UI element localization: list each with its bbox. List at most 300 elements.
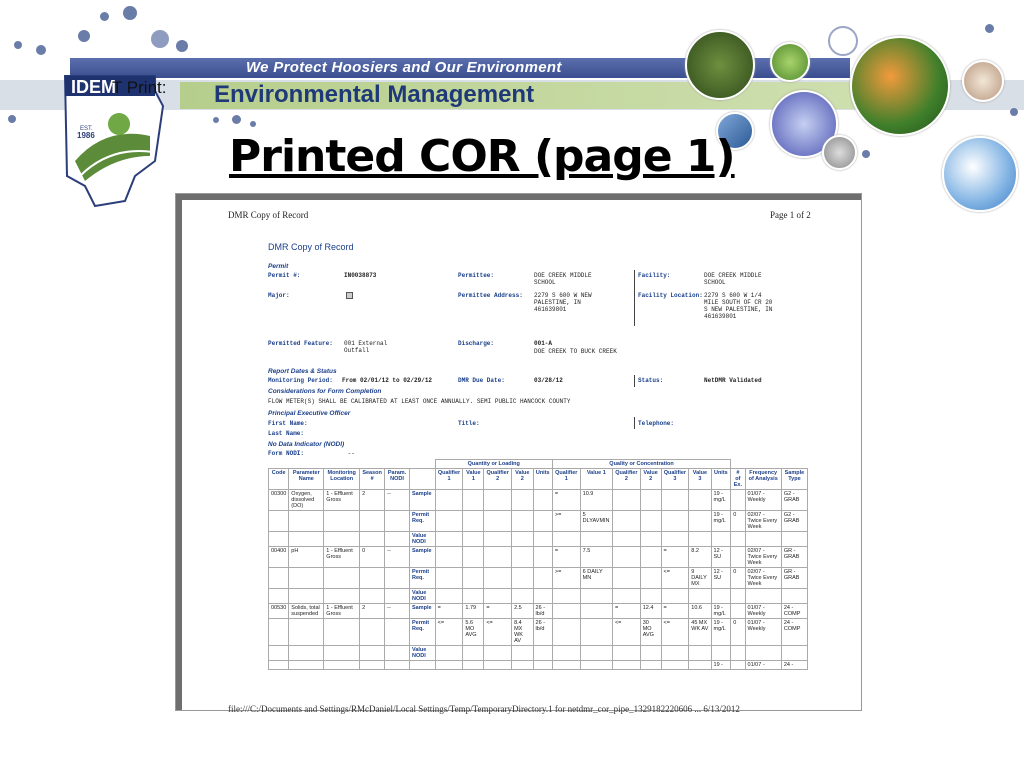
table-cell: [269, 532, 289, 547]
column-header: Frequency of Analysis: [745, 469, 781, 490]
table-cell: 19 - mg/L: [711, 511, 731, 532]
table-cell: [640, 589, 661, 604]
table-cell: [435, 511, 463, 532]
table-cell: [711, 532, 731, 547]
table-row: [269, 646, 808, 661]
table-cell: [289, 661, 324, 670]
table-cell: [289, 511, 324, 532]
table-cell: [689, 532, 711, 547]
table-cell: [731, 604, 745, 619]
table-cell: [484, 661, 512, 670]
table-cell: [360, 532, 385, 547]
table-cell: [324, 511, 360, 532]
dmr-due-label: DMR Due Date:: [458, 377, 505, 384]
table-cell: [289, 532, 324, 547]
table-cell: [269, 568, 289, 589]
table-cell: <=: [612, 619, 640, 646]
table-cell: [781, 589, 807, 604]
table-cell: Solids, total suspended: [289, 604, 324, 619]
table-cell: [661, 490, 689, 511]
table-cell: [640, 661, 661, 670]
table-cell: [463, 547, 484, 568]
table-cell: 8.4 MX WK AV: [512, 619, 533, 646]
table-cell: [324, 568, 360, 589]
table-cell: [360, 661, 385, 670]
table-cell: 0: [731, 568, 745, 589]
discharge-value: DOE CREEK TO BUCK CREEK: [534, 348, 617, 355]
document-top-border: [176, 194, 862, 200]
table-cell: >=: [552, 568, 580, 589]
table-cell: [731, 547, 745, 568]
table-cell: [324, 532, 360, 547]
table-cell: [484, 490, 512, 511]
table-cell: [689, 490, 711, 511]
table-cell: [512, 490, 533, 511]
table-cell: [289, 646, 324, 661]
table-cell: [552, 604, 580, 619]
table-cell: [512, 589, 533, 604]
quantity-group-header: Quantity or Loading: [435, 460, 552, 469]
fern-photo: [685, 30, 755, 100]
table-cell: [385, 532, 410, 547]
table-cell: [463, 511, 484, 532]
column-header: Season #: [360, 469, 385, 490]
table-cell: G2 - GRAB: [781, 490, 807, 511]
document-heading: DMR Copy of Record: [268, 242, 354, 252]
table-cell: 26 - lb/d: [533, 604, 552, 619]
table-cell: [435, 490, 463, 511]
table-cell: Sample: [409, 547, 435, 568]
table-cell: [711, 646, 731, 661]
principal-officer-section-label: Principal Executive Officer: [268, 410, 351, 417]
table-cell: 1 - Effluent Gross: [324, 604, 360, 619]
table-cell: [324, 589, 360, 604]
column-header: Sample Type: [781, 469, 807, 490]
permit-section-label: Permit: [268, 263, 289, 270]
table-cell: 01/07 - Weekly: [745, 490, 781, 511]
table-cell: [612, 490, 640, 511]
table-cell: 5.6 MO AVG: [463, 619, 484, 646]
column-header: Param. NODI: [385, 469, 410, 490]
table-cell: [580, 604, 612, 619]
table-cell: 5 DLYAVMIN: [580, 511, 612, 532]
table-cell: 24 - COMP: [781, 619, 807, 646]
decor-dot: [123, 6, 137, 20]
column-header: Units: [711, 469, 731, 490]
table-row: [269, 532, 808, 547]
table-cell: [385, 646, 410, 661]
table-cell: =: [661, 547, 689, 568]
table-cell: 02/07 - Twice Every Week: [745, 511, 781, 532]
permit-number-label: Permit #:: [268, 272, 301, 279]
table-cell: [580, 532, 612, 547]
table-cell: [689, 511, 711, 532]
table-cell: [640, 490, 661, 511]
table-cell: <=: [484, 619, 512, 646]
table-cell: [435, 532, 463, 547]
table-cell: [640, 511, 661, 532]
decor-dot: [8, 115, 16, 123]
table-cell: 8.2: [689, 547, 711, 568]
table-cell: 12.4: [640, 604, 661, 619]
printed-cor-document: [175, 193, 862, 711]
facility-value: DOE CREEK MIDDLE SCHOOL: [704, 272, 762, 286]
table-cell: [289, 619, 324, 646]
table-cell: [360, 589, 385, 604]
column-header: Value 2: [512, 469, 533, 490]
table-cell: 02/07 - Twice Every Week: [745, 568, 781, 589]
table-cell: <=: [435, 619, 463, 646]
table-cell: 01/07 -: [745, 661, 781, 670]
discharge-code: 001-A: [534, 340, 553, 347]
table-row: [269, 589, 808, 604]
quality-group-header: Quality or Concentration: [552, 460, 730, 469]
table-cell: 2.5: [512, 604, 533, 619]
form-nodi-label: Form NODI:: [268, 450, 305, 457]
nodi-section-label: No Data Indicator (NODI): [268, 441, 345, 448]
table-cell: [385, 619, 410, 646]
handshake-icon: [962, 60, 1004, 102]
table-cell: [533, 532, 552, 547]
column-header: Code: [269, 469, 289, 490]
table-cell: [463, 568, 484, 589]
table-cell: >=: [552, 511, 580, 532]
table-cell: [612, 511, 640, 532]
decor-dot: [78, 30, 90, 42]
column-header: Qualifier 2: [612, 469, 640, 490]
table-cell: [640, 568, 661, 589]
table-row: [269, 619, 808, 646]
table-cell: [269, 661, 289, 670]
table-cell: [269, 646, 289, 661]
facility-label: Facility:: [638, 272, 671, 279]
table-cell: [731, 490, 745, 511]
table-cell: 12 - SU: [711, 568, 731, 589]
svg-text:1986: 1986: [77, 131, 95, 140]
document-body: [182, 206, 857, 670]
table-cell: =: [484, 604, 512, 619]
table-cell: [552, 661, 580, 670]
table-cell: =: [552, 490, 580, 511]
table-cell: [731, 661, 745, 670]
table-cell: 19 - mg/L: [711, 604, 731, 619]
permittee-value: DOE CREEK MIDDLE SCHOOL: [534, 272, 592, 286]
table-cell: [269, 619, 289, 646]
document-header-left: DMR Copy of Record: [228, 210, 309, 220]
table-cell: [533, 568, 552, 589]
table-cell: [533, 589, 552, 604]
table-cell: [463, 490, 484, 511]
table-cell: [689, 589, 711, 604]
monitoring-period: From 02/01/12 to 02/29/12: [342, 377, 433, 384]
table-row: [269, 547, 808, 568]
table-row: [269, 661, 808, 670]
table-cell: [484, 646, 512, 661]
table-cell: [512, 547, 533, 568]
last-name-label: Last Name:: [268, 430, 305, 437]
table-cell: 0: [731, 619, 745, 646]
table-cell: Permit Req.: [409, 511, 435, 532]
decor-dot: [862, 150, 870, 158]
decor-dot: [232, 115, 241, 124]
table-cell: [269, 511, 289, 532]
table-cell: [385, 568, 410, 589]
table-cell: 2: [360, 490, 385, 511]
table-cell: [552, 532, 580, 547]
column-header: [409, 469, 435, 490]
table-cell: [484, 532, 512, 547]
table-cell: 9 DAILY MX: [689, 568, 711, 589]
facility-location: 2279 S 600 W 1/4 MILE SOUTH OF CR 20 S NEW PALESTINE, IN 461639801: [704, 292, 773, 320]
table-cell: Value NODI: [409, 532, 435, 547]
table-cell: [385, 511, 410, 532]
permitted-feature: 001 External Outfall: [344, 340, 388, 354]
table-cell: [324, 619, 360, 646]
column-header: Qualifier 3: [661, 469, 689, 490]
table-cell: [360, 568, 385, 589]
table-cell: [512, 568, 533, 589]
table-cell: [640, 646, 661, 661]
column-header: Value 3: [689, 469, 711, 490]
telephone-label: Telephone:: [638, 420, 675, 427]
table-cell: [689, 646, 711, 661]
table-row: [269, 604, 808, 619]
table-cell: 45 MX WK AV: [689, 619, 711, 646]
table-cell: [640, 547, 661, 568]
table-cell: [612, 532, 640, 547]
logo-text: IDEM: [71, 77, 116, 97]
column-header: Value 1: [580, 469, 612, 490]
table-cell: [661, 589, 689, 604]
table-cell: Oxygen, dissolved (DO): [289, 490, 324, 511]
table-row: [269, 568, 808, 589]
table-cell: [745, 532, 781, 547]
table-cell: --: [385, 490, 410, 511]
table-cell: 19 - mg/L: [711, 619, 731, 646]
table-cell: 1 - Effluent Gross: [324, 490, 360, 511]
table-cell: 1 - Effluent Gross: [324, 547, 360, 568]
table-cell: Value NODI: [409, 589, 435, 604]
table-cell: [552, 589, 580, 604]
print-overlay-label: T Print:: [112, 78, 167, 97]
table-cell: 19 -: [711, 661, 731, 670]
table-cell: [385, 589, 410, 604]
table-cell: [580, 619, 612, 646]
facility-location-label: Facility Location:: [638, 292, 703, 299]
table-cell: [580, 661, 612, 670]
svg-text:EST.: EST.: [80, 126, 93, 132]
form-nodi-value: --: [347, 450, 355, 457]
decor-dot: [14, 41, 22, 49]
monitoring-period-label: Monitoring Period:: [268, 377, 333, 384]
decor-dot: [1010, 108, 1018, 116]
table-cell: [612, 547, 640, 568]
table-cell: --: [385, 604, 410, 619]
table-cell: [661, 646, 689, 661]
table-cell: --: [385, 547, 410, 568]
table-cell: [533, 511, 552, 532]
table-cell: [552, 619, 580, 646]
table-cell: [781, 532, 807, 547]
table-cell: [711, 589, 731, 604]
column-header: Value 2: [640, 469, 661, 490]
table-cell: Permit Req.: [409, 619, 435, 646]
table-cell: 26 - lb/d: [533, 619, 552, 646]
table-cell: Value NODI: [409, 646, 435, 661]
table-cell: 10.9: [580, 490, 612, 511]
table-cell: [512, 646, 533, 661]
considerations-text: FLOW METER(S) SHALL BE CALIBRATED AT LEAST ONCE ANNUALLY. SEMI PUBLIC HANCOCK COUNTY: [268, 398, 571, 405]
table-cell: [661, 661, 689, 670]
table-row: [269, 490, 808, 511]
table-cell: [661, 532, 689, 547]
table-cell: 24 - COMP: [781, 604, 807, 619]
table-cell: [533, 547, 552, 568]
table-cell: [435, 589, 463, 604]
table-cell: [484, 511, 512, 532]
table-cell: [533, 646, 552, 661]
table-cell: [435, 568, 463, 589]
column-header: # of Ex.: [731, 469, 745, 490]
table-cell: [360, 619, 385, 646]
column-header: Parameter Name: [289, 469, 324, 490]
table-cell: Permit Req.: [409, 568, 435, 589]
major-checkbox: [346, 292, 353, 299]
table-cell: =: [661, 604, 689, 619]
table-cell: 00300: [269, 490, 289, 511]
permit-number: IN0038873: [344, 272, 377, 279]
table-cell: 12 - SU: [711, 547, 731, 568]
table-cell: 02/07 - Twice Every Week: [745, 547, 781, 568]
table-row: [269, 511, 808, 532]
decor-dot: [250, 121, 256, 127]
decor-dot: [36, 45, 46, 55]
major-label: Major:: [268, 292, 290, 299]
column-header: Qualifier 1: [435, 469, 463, 490]
table-cell: [463, 589, 484, 604]
table-cell: Sample: [409, 490, 435, 511]
table-cell: [661, 511, 689, 532]
table-cell: [731, 646, 745, 661]
table-cell: G2 - GRAB: [781, 511, 807, 532]
table-cell: pH: [289, 547, 324, 568]
decor-dot: [213, 117, 219, 123]
table-cell: 2: [360, 604, 385, 619]
table-cell: [360, 511, 385, 532]
table-cell: [612, 646, 640, 661]
slogan-text: We Protect Hoosiers and Our Environment: [246, 59, 562, 76]
dmr-due-date: 03/28/12: [534, 377, 563, 384]
table-cell: [533, 490, 552, 511]
table-cell: [533, 661, 552, 670]
table-cell: [612, 661, 640, 670]
column-header: Value 1: [463, 469, 484, 490]
table-cell: [435, 661, 463, 670]
table-cell: [612, 589, 640, 604]
status-label: Status:: [638, 377, 664, 384]
table-cell: [324, 646, 360, 661]
page-number: Page 1 of 2: [770, 210, 811, 220]
table-cell: [385, 661, 410, 670]
table-cell: 00400: [269, 547, 289, 568]
table-cell: 01/07 - Weekly: [745, 604, 781, 619]
table-cell: 7.5: [580, 547, 612, 568]
table-cell: 0: [731, 511, 745, 532]
table-cell: [484, 568, 512, 589]
table-cell: <=: [661, 619, 689, 646]
table-cell: [269, 589, 289, 604]
table-cell: [689, 661, 711, 670]
butterfly-photo: [850, 36, 950, 136]
table-cell: 1.79: [463, 604, 484, 619]
building-photo: [822, 135, 857, 170]
permittee-address: 2279 S 600 W NEW PALESTINE, IN 461639801: [534, 292, 592, 313]
table-cell: [580, 589, 612, 604]
discharge-label: Discharge:: [458, 340, 495, 347]
table-cell: Sample: [409, 604, 435, 619]
table-cell: [463, 532, 484, 547]
table-cell: [289, 568, 324, 589]
table-cell: 01/07 - Weekly: [745, 619, 781, 646]
table-cell: [360, 646, 385, 661]
table-cell: [580, 646, 612, 661]
table-cell: GR - GRAB: [781, 568, 807, 589]
table-cell: [512, 532, 533, 547]
table-cell: [612, 568, 640, 589]
column-header: Units: [533, 469, 552, 490]
table-cell: [552, 646, 580, 661]
decor-dot: [151, 30, 169, 48]
decor-dot: [828, 26, 858, 56]
table-cell: [512, 661, 533, 670]
column-header: Qualifier 1: [552, 469, 580, 490]
table-cell: [745, 589, 781, 604]
decor-dot: [100, 12, 109, 21]
status-value: NetDMR Validated: [704, 377, 762, 384]
table-cell: 6 DAILY MN: [580, 568, 612, 589]
table-cell: [731, 589, 745, 604]
table-cell: 00530: [269, 604, 289, 619]
table-cell: 10.6: [689, 604, 711, 619]
table-cell: 24 -: [781, 661, 807, 670]
table-cell: [484, 589, 512, 604]
table-cell: [289, 589, 324, 604]
table-cell: [745, 646, 781, 661]
department-title: Environmental Management: [214, 81, 535, 108]
table-cell: GR - GRAB: [781, 547, 807, 568]
column-header: Qualifier 2: [484, 469, 512, 490]
table-cell: [781, 646, 807, 661]
table-cell: 30 MO AVG: [640, 619, 661, 646]
table-cell: [463, 646, 484, 661]
permittee-label: Permittee:: [458, 272, 495, 279]
considerations-section-label: Considerations for Form Completion: [268, 388, 382, 395]
table-cell: [731, 532, 745, 547]
title-label: Title:: [458, 420, 480, 427]
permittee-address-label: Permittee Address:: [458, 292, 523, 299]
recycle-icon: [770, 42, 810, 82]
report-dates-section-label: Report Dates & Status: [268, 368, 337, 375]
table-cell: [409, 661, 435, 670]
first-name-label: First Name:: [268, 420, 308, 427]
table-cell: 0: [360, 547, 385, 568]
table-cell: 19 - mg/L: [711, 490, 731, 511]
column-header: Monitoring Location: [324, 469, 360, 490]
table-cell: =: [552, 547, 580, 568]
table-cell: <=: [661, 568, 689, 589]
table-cell: [512, 511, 533, 532]
table-cell: [435, 646, 463, 661]
